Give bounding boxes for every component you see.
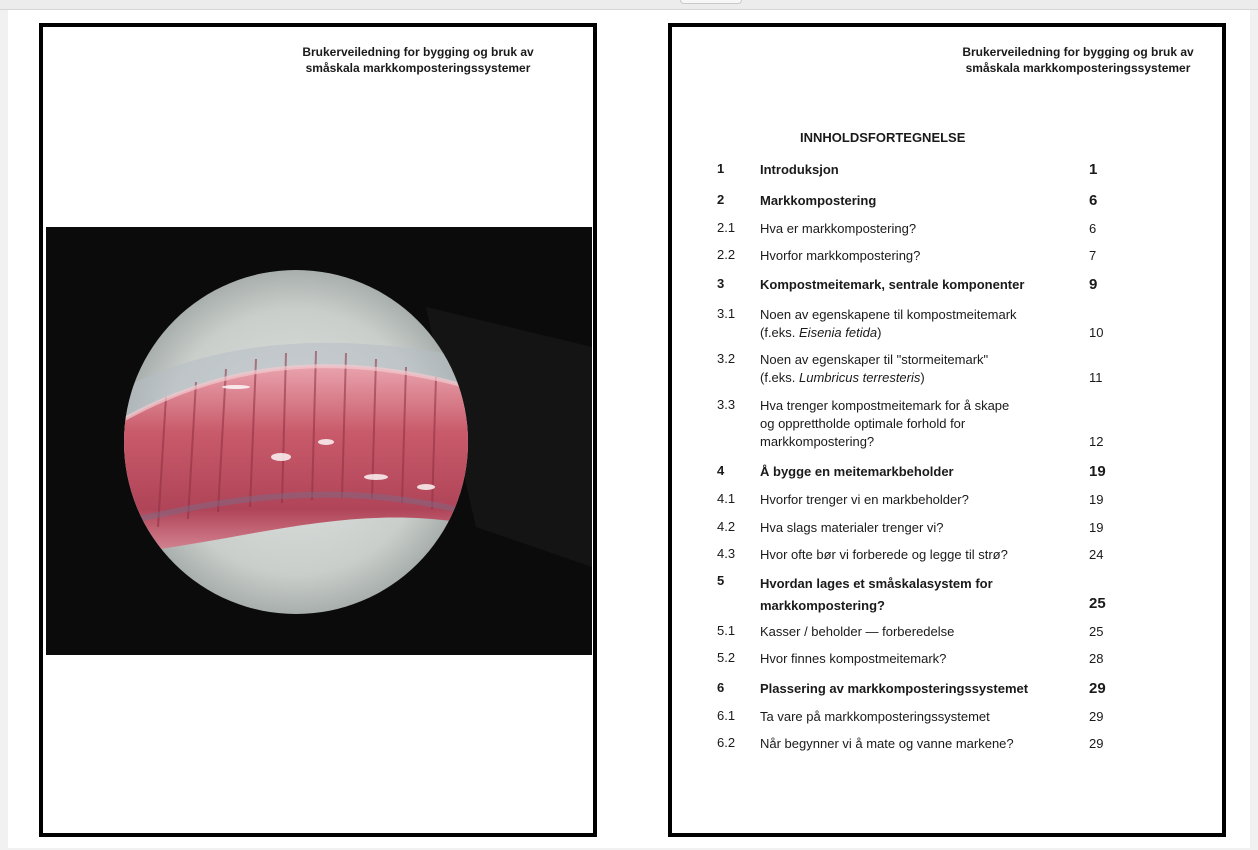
page-header	[288, 44, 548, 76]
header-line-1: Brukerveiledning for bygging og bruk av	[302, 45, 534, 59]
page-header	[948, 44, 1208, 76]
header-line-2: småskala markkomposteringssystemer	[305, 61, 531, 75]
page-table-of-contents: Brukerveiledning for bygging og bruk av småskala markkomposteringssystemer INNHOLDSFORTEGNELSE 1 Introduksjon 1 2 Markkompostering 6 2.1 Hva er markkompostering? 6 2.2 Hvorfor markkompostering? 7 3 Kompostmeitemark, sentrale komponenter 9 3.1 Noen av egenskapene til kompostmeitemark (f.eks. Eisenia fetida) 10 3.2 Noen av egenskaper til "stormeitemark" (f.eks. Lumbricus terresteris) 11 3.3 Hva trenger kompostmeitemark for å skape og opprettholde optimale forhold for markkompostering? 12 4 Å bygge en meitemarkbeholder 19 4.1 Hvorfor trenger vi en markbeholder? 19 4.2 Hva slags materialer trenger vi? 19 4.3 Hvor ofte bør vi forberede og legge til strø? 24 5 Hvordan lages et småskalasystem for markkompostering? 25 5.1 Kasser / beholder — forberedelse 25 5.2 Hvor finnes kompostmeitemark? 28 6 Plassering av markkomposteringssystemet 29 6.1 Ta vare på markkomposteringssystemet 29 6.2 Når begynner vi å mate og vanne markene? 29	[668, 23, 1226, 837]
viewer-tab[interactable]	[680, 0, 742, 4]
worm-microscope-photo	[46, 227, 592, 655]
viewer-top-bar	[0, 0, 1258, 10]
header-line-2: småskala markkomposteringssystemer	[965, 61, 1191, 75]
toc-heading: INNHOLDSFORTEGNELSE	[800, 130, 966, 145]
page-cover	[39, 23, 597, 837]
header-line-1: Brukerveiledning for bygging og bruk av	[962, 45, 1194, 59]
document-viewer[interactable]	[8, 10, 1250, 848]
